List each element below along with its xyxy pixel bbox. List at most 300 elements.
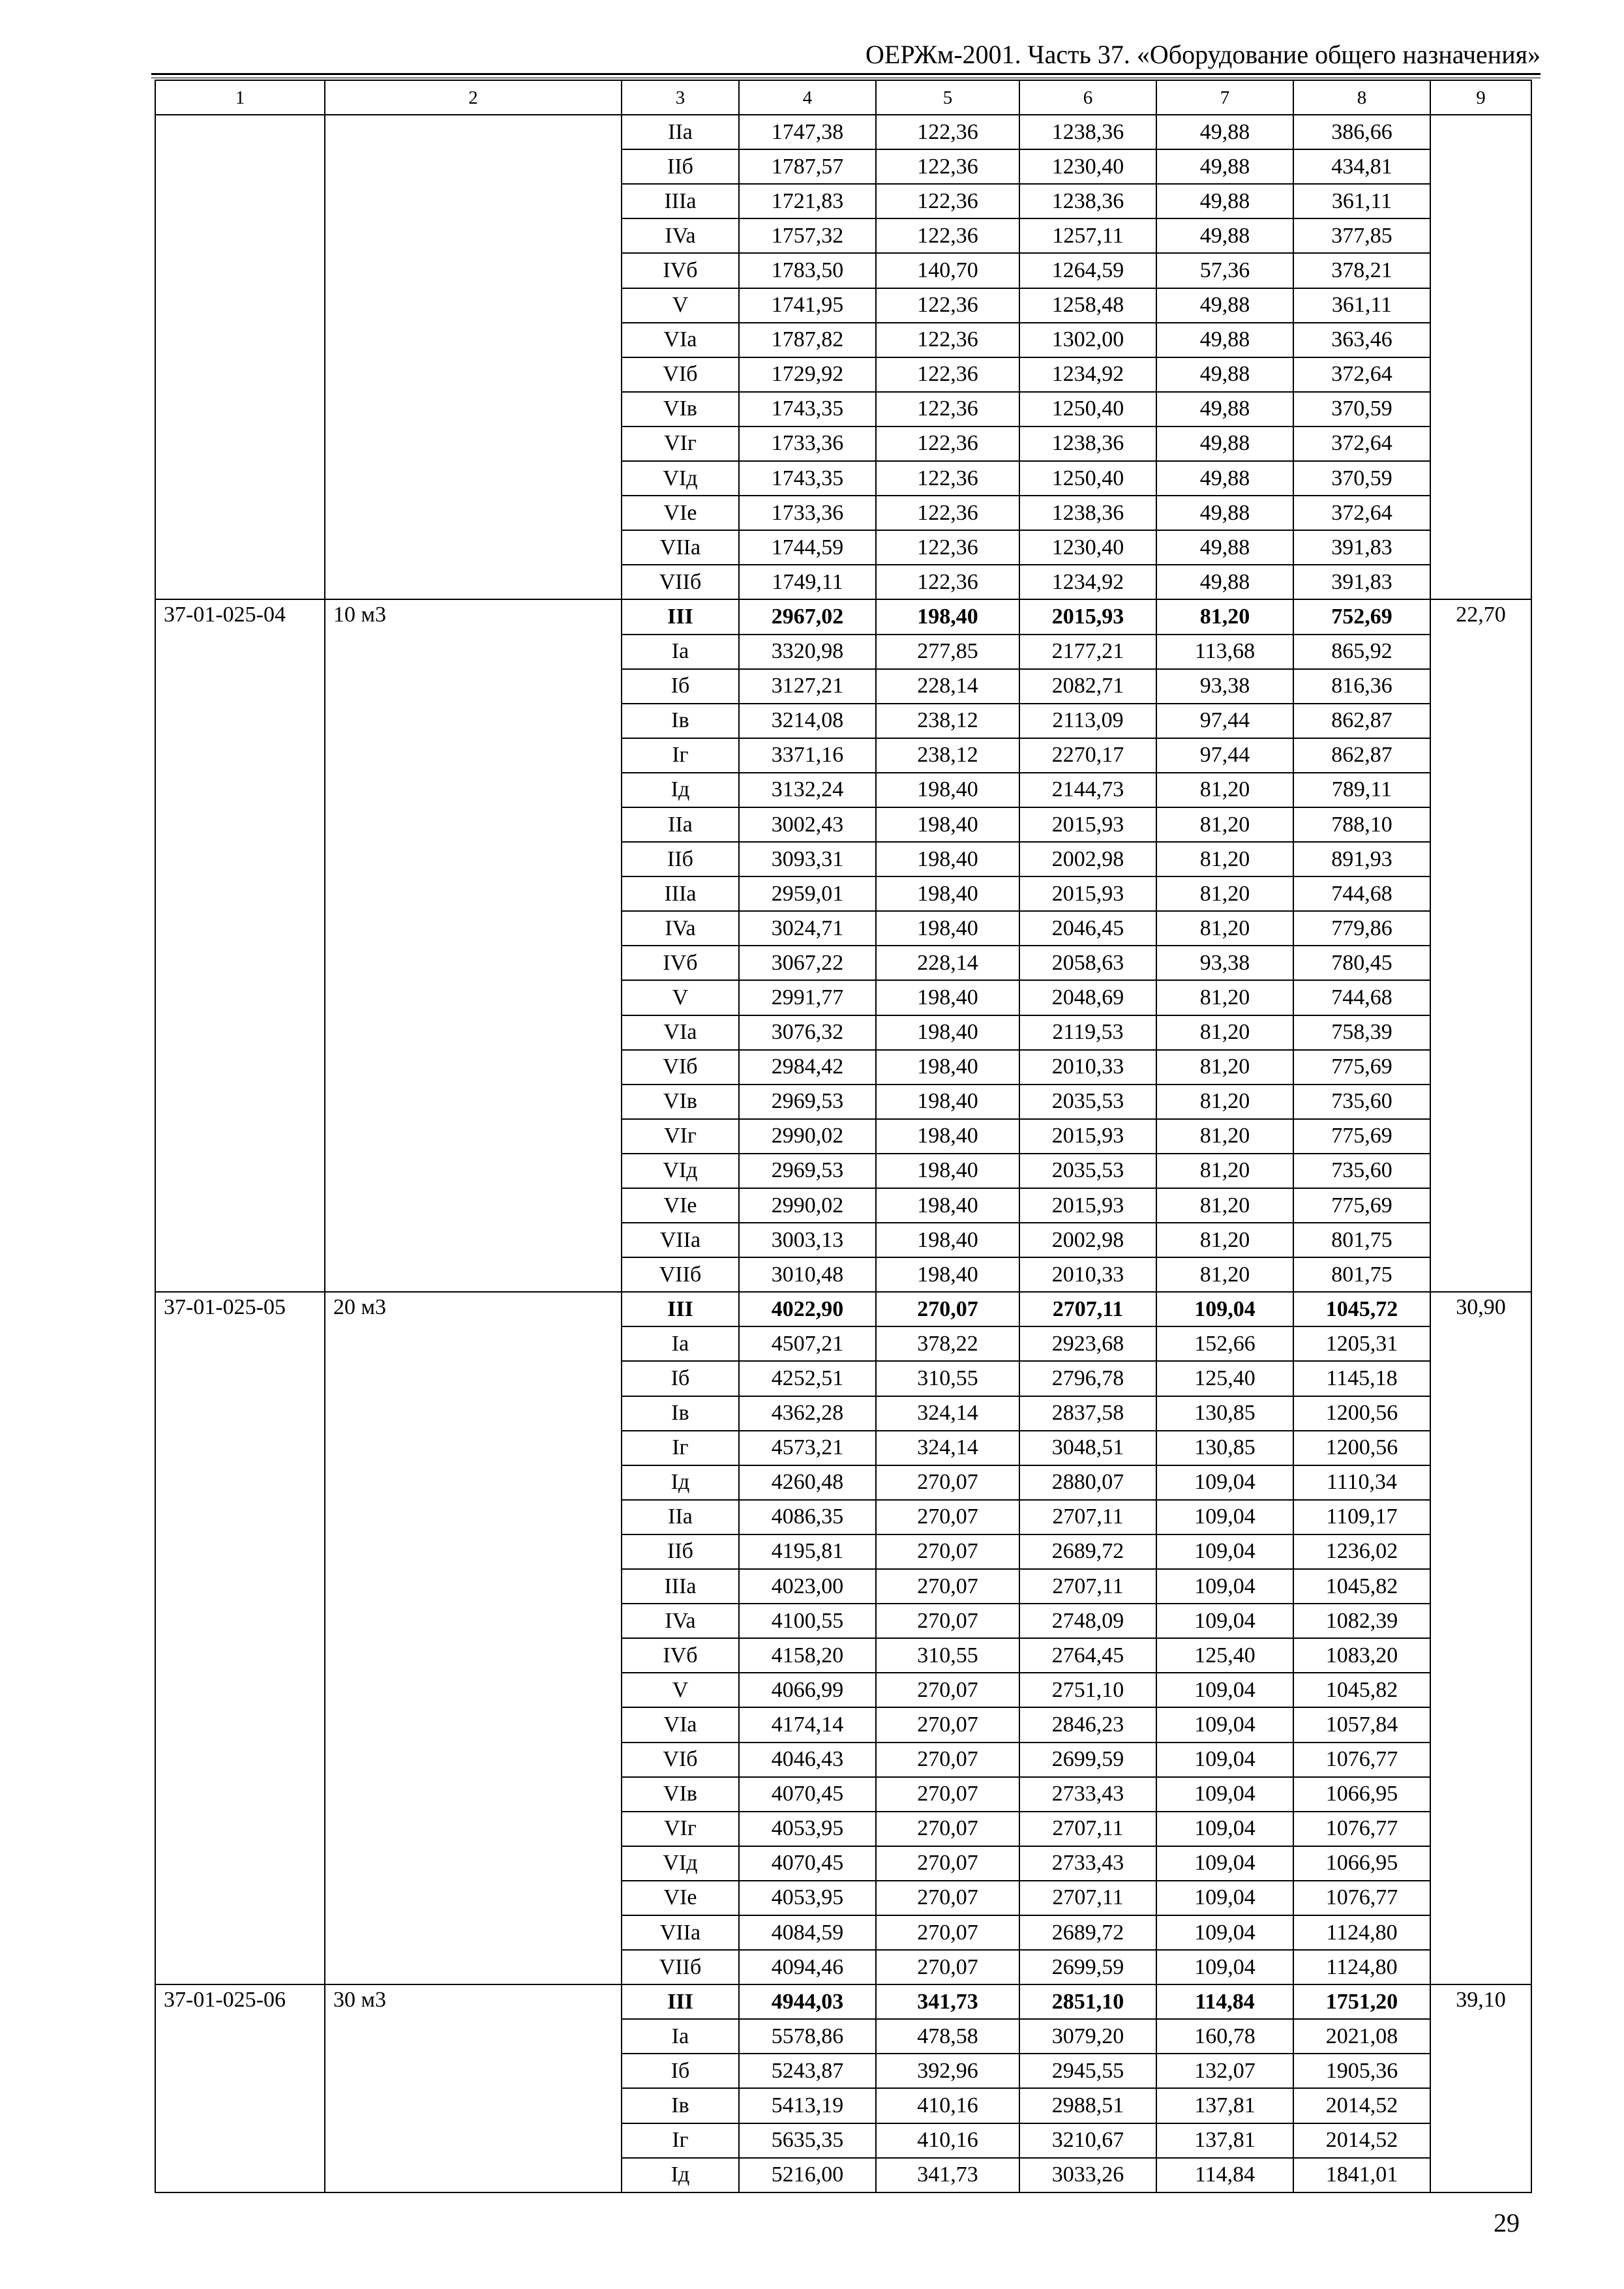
zone-cell: VIIб	[622, 1257, 739, 1292]
value-cell: 2991,77	[739, 980, 876, 1015]
value-cell: 4070,45	[739, 1777, 876, 1812]
value-cell: 2015,93	[1019, 1119, 1156, 1154]
value-cell: 2707,11	[1019, 1812, 1156, 1846]
value-cell: 1743,35	[739, 461, 876, 496]
value-cell: 1264,59	[1019, 253, 1156, 288]
value-cell: 140,70	[876, 253, 1019, 288]
col9-cell	[1430, 115, 1531, 599]
value-cell: 228,14	[876, 946, 1019, 980]
rates-table-body	[155, 80, 1531, 2192]
value-cell: 109,04	[1156, 1465, 1293, 1500]
value-cell: 2015,93	[1019, 599, 1156, 634]
value-cell: 270,07	[876, 1777, 1019, 1812]
value-cell: 109,04	[1156, 1604, 1293, 1638]
value-cell: 4023,00	[739, 1569, 876, 1604]
value-cell: 152,66	[1156, 1326, 1293, 1361]
value-cell: 1045,72	[1293, 1292, 1430, 1326]
value-cell: 160,78	[1156, 2019, 1293, 2054]
value-cell: 81,20	[1156, 1154, 1293, 1188]
column-number: 5	[876, 80, 1019, 115]
value-cell: 2002,98	[1019, 1223, 1156, 1257]
value-cell: 1124,80	[1293, 1950, 1430, 1984]
zone-cell: III	[622, 599, 739, 634]
value-cell: 1783,50	[739, 253, 876, 288]
value-cell: 4086,35	[739, 1500, 876, 1534]
value-cell: 1302,00	[1019, 323, 1156, 357]
value-cell: 2796,78	[1019, 1361, 1156, 1396]
value-cell: 81,20	[1156, 807, 1293, 842]
value-cell: 1076,77	[1293, 1812, 1430, 1846]
value-cell: 752,69	[1293, 599, 1430, 634]
value-cell: 130,85	[1156, 1431, 1293, 1465]
value-cell: 122,36	[876, 357, 1019, 392]
value-cell: 3320,98	[739, 635, 876, 669]
value-cell: 49,88	[1156, 115, 1293, 149]
value-cell: 122,36	[876, 184, 1019, 218]
value-cell: 109,04	[1156, 1569, 1293, 1604]
value-cell: 125,40	[1156, 1638, 1293, 1673]
value-cell: 5578,86	[739, 2019, 876, 2054]
value-cell: 370,59	[1293, 461, 1430, 496]
value-cell: 372,64	[1293, 496, 1430, 530]
value-cell: 81,20	[1156, 599, 1293, 634]
zone-cell: VIIб	[622, 565, 739, 599]
zone-cell: Ia	[622, 1326, 739, 1361]
value-cell: 125,40	[1156, 1361, 1293, 1396]
zone-cell: IIб	[622, 842, 739, 876]
value-cell: 4066,99	[739, 1673, 876, 1707]
value-cell: 198,40	[876, 807, 1019, 842]
zone-cell: VIIa	[622, 530, 739, 565]
zone-cell: IIIa	[622, 876, 739, 911]
value-cell: 1747,38	[739, 115, 876, 149]
value-cell: 122,36	[876, 530, 1019, 565]
value-cell: 270,07	[876, 1292, 1019, 1326]
column-number: 7	[1156, 80, 1293, 115]
item-code: 37-01-025-04	[155, 599, 325, 1292]
zone-cell: IIIa	[622, 1569, 739, 1604]
value-cell: 198,40	[876, 842, 1019, 876]
value-cell: 81,20	[1156, 1119, 1293, 1154]
value-cell: 228,14	[876, 669, 1019, 704]
zone-cell: VIд	[622, 1846, 739, 1881]
value-cell: 2990,02	[739, 1188, 876, 1223]
value-cell: 478,58	[876, 2019, 1019, 2054]
value-cell: 5216,00	[739, 2158, 876, 2192]
value-cell: 49,88	[1156, 530, 1293, 565]
item-name: 10 м3	[325, 599, 622, 1292]
value-cell: 775,69	[1293, 1188, 1430, 1223]
value-cell: 370,59	[1293, 392, 1430, 426]
value-cell: 1743,35	[739, 392, 876, 426]
value-cell: 1145,18	[1293, 1361, 1430, 1396]
value-cell: 3076,32	[739, 1015, 876, 1050]
value-cell: 2015,93	[1019, 876, 1156, 911]
value-cell: 122,36	[876, 426, 1019, 461]
value-cell: 1744,59	[739, 530, 876, 565]
value-cell: 1234,92	[1019, 565, 1156, 599]
zone-cell: VIг	[622, 1119, 739, 1154]
value-cell: 270,07	[876, 1846, 1019, 1881]
value-cell: 4094,46	[739, 1950, 876, 1984]
value-cell: 2082,71	[1019, 669, 1156, 704]
zone-cell: VIд	[622, 1154, 739, 1188]
page-header-title: ОЕРЖм-2001. Часть 37. «Оборудование общего назначения»	[865, 40, 1541, 69]
zone-cell: IVб	[622, 1638, 739, 1673]
value-cell: 1045,82	[1293, 1569, 1430, 1604]
value-cell: 109,04	[1156, 1881, 1293, 1915]
value-cell: 198,40	[876, 1015, 1019, 1050]
value-cell: 2959,01	[739, 876, 876, 911]
column-number: 8	[1293, 80, 1430, 115]
value-cell: 4260,48	[739, 1465, 876, 1500]
value-cell: 3093,31	[739, 842, 876, 876]
zone-cell: VIe	[622, 1881, 739, 1915]
value-cell: 4573,21	[739, 1431, 876, 1465]
zone-cell: Iв	[622, 1396, 739, 1431]
value-cell: 3003,13	[739, 1223, 876, 1257]
value-cell: 1258,48	[1019, 288, 1156, 323]
value-cell: 49,88	[1156, 461, 1293, 496]
value-cell: 2014,52	[1293, 2088, 1430, 2123]
item-code-cell	[155, 115, 325, 599]
value-cell: 865,92	[1293, 635, 1430, 669]
value-cell: 1076,77	[1293, 1881, 1430, 1915]
value-cell: 2707,11	[1019, 1500, 1156, 1534]
value-cell: 1733,36	[739, 426, 876, 461]
value-cell: 3067,22	[739, 946, 876, 980]
value-cell: 238,12	[876, 704, 1019, 738]
item-col9: 30,90	[1430, 1292, 1531, 1984]
zone-cell: IVб	[622, 946, 739, 980]
value-cell: 1124,80	[1293, 1915, 1430, 1950]
value-cell: 3371,16	[739, 738, 876, 773]
value-cell: 4046,43	[739, 1743, 876, 1777]
item-col9: 39,10	[1430, 1984, 1531, 2192]
value-cell: 130,85	[1156, 1396, 1293, 1431]
value-cell: 93,38	[1156, 669, 1293, 704]
value-cell: 1045,82	[1293, 1673, 1430, 1707]
value-cell: 434,81	[1293, 149, 1430, 184]
value-cell: 363,46	[1293, 323, 1430, 357]
value-cell: 1257,11	[1019, 218, 1156, 253]
value-cell: 3214,08	[739, 704, 876, 738]
value-cell: 324,14	[876, 1431, 1019, 1465]
value-cell: 410,16	[876, 2088, 1019, 2123]
value-cell: 122,36	[876, 392, 1019, 426]
value-cell: 4195,81	[739, 1534, 876, 1569]
value-cell: 2990,02	[739, 1119, 876, 1154]
value-cell: 97,44	[1156, 738, 1293, 773]
value-cell: 1109,17	[1293, 1500, 1430, 1534]
zone-cell: IIб	[622, 149, 739, 184]
value-cell: 2113,09	[1019, 704, 1156, 738]
zone-cell: IIб	[622, 1534, 739, 1569]
value-cell: 109,04	[1156, 1292, 1293, 1326]
zone-cell: IVa	[622, 1604, 739, 1638]
value-cell: 2689,72	[1019, 1534, 1156, 1569]
value-cell: 270,07	[876, 1707, 1019, 1742]
value-cell: 310,55	[876, 1361, 1019, 1396]
value-cell: 1057,84	[1293, 1707, 1430, 1742]
value-cell: 2177,21	[1019, 635, 1156, 669]
header-rule	[151, 73, 1541, 75]
column-number: 1	[155, 80, 325, 115]
value-cell: 270,07	[876, 1950, 1019, 1984]
value-cell: 97,44	[1156, 704, 1293, 738]
value-cell: 2046,45	[1019, 911, 1156, 946]
value-cell: 49,88	[1156, 357, 1293, 392]
value-cell: 361,11	[1293, 288, 1430, 323]
value-cell: 1749,11	[739, 565, 876, 599]
zone-cell: VIIб	[622, 1950, 739, 1984]
value-cell: 1757,32	[739, 218, 876, 253]
value-cell: 4070,45	[739, 1846, 876, 1881]
value-cell: 2984,42	[739, 1050, 876, 1085]
value-cell: 2748,09	[1019, 1604, 1156, 1638]
value-cell: 1250,40	[1019, 461, 1156, 496]
value-cell: 3033,26	[1019, 2158, 1156, 2192]
value-cell: 2733,43	[1019, 1777, 1156, 1812]
value-cell: 122,36	[876, 288, 1019, 323]
value-cell: 2015,93	[1019, 807, 1156, 842]
value-cell: 198,40	[876, 1085, 1019, 1119]
value-cell: 93,38	[1156, 946, 1293, 980]
value-cell: 270,07	[876, 1569, 1019, 1604]
value-cell: 270,07	[876, 1604, 1019, 1638]
value-cell: 270,07	[876, 1915, 1019, 1950]
value-cell: 198,40	[876, 1050, 1019, 1085]
value-cell: 2733,43	[1019, 1846, 1156, 1881]
zone-cell: IIa	[622, 807, 739, 842]
value-cell: 81,20	[1156, 1015, 1293, 1050]
value-cell: 2021,08	[1293, 2019, 1430, 2054]
value-cell: 862,87	[1293, 704, 1430, 738]
value-cell: 2880,07	[1019, 1465, 1156, 1500]
value-cell: 1721,83	[739, 184, 876, 218]
value-cell: 324,14	[876, 1396, 1019, 1431]
value-cell: 377,85	[1293, 218, 1430, 253]
value-cell: 372,64	[1293, 357, 1430, 392]
zone-cell: Iб	[622, 2054, 739, 2088]
zone-cell: V	[622, 980, 739, 1015]
value-cell: 735,60	[1293, 1154, 1430, 1188]
value-cell: 122,36	[876, 565, 1019, 599]
value-cell: 2837,58	[1019, 1396, 1156, 1431]
value-cell: 3210,67	[1019, 2123, 1156, 2158]
value-cell: 270,07	[876, 1465, 1019, 1500]
value-cell: 3048,51	[1019, 1431, 1156, 1465]
zone-cell: VIIa	[622, 1223, 739, 1257]
zone-cell: III	[622, 1292, 739, 1326]
table-row	[155, 1292, 1531, 1326]
value-cell: 198,40	[876, 1119, 1019, 1154]
zone-cell: VIa	[622, 323, 739, 357]
value-cell: 1076,77	[1293, 1743, 1430, 1777]
value-cell: 81,20	[1156, 911, 1293, 946]
value-cell: 2923,68	[1019, 1326, 1156, 1361]
value-cell: 1205,31	[1293, 1326, 1430, 1361]
page-number: 29	[1494, 2208, 1520, 2237]
value-cell: 109,04	[1156, 1500, 1293, 1534]
value-cell: 2707,11	[1019, 1292, 1156, 1326]
zone-cell: IIa	[622, 115, 739, 149]
value-cell: 310,55	[876, 1638, 1019, 1673]
zone-cell: VIд	[622, 461, 739, 496]
value-cell: 3127,21	[739, 669, 876, 704]
value-cell: 341,73	[876, 2158, 1019, 2192]
value-cell: 5243,87	[739, 2054, 876, 2088]
value-cell: 81,20	[1156, 876, 1293, 911]
value-cell: 81,20	[1156, 773, 1293, 807]
value-cell: 132,07	[1156, 2054, 1293, 2088]
value-cell: 1787,82	[739, 323, 876, 357]
value-cell: 1238,36	[1019, 115, 1156, 149]
value-cell: 789,11	[1293, 773, 1430, 807]
value-cell: 114,84	[1156, 2158, 1293, 2192]
value-cell: 1238,36	[1019, 496, 1156, 530]
value-cell: 270,07	[876, 1881, 1019, 1915]
value-cell: 816,36	[1293, 669, 1430, 704]
zone-cell: VIa	[622, 1707, 739, 1742]
value-cell: 378,21	[1293, 253, 1430, 288]
value-cell: 2014,52	[1293, 2123, 1430, 2158]
value-cell: 1066,95	[1293, 1777, 1430, 1812]
zone-cell: V	[622, 288, 739, 323]
item-col9: 22,70	[1430, 599, 1531, 1292]
value-cell: 270,07	[876, 1534, 1019, 1569]
value-cell: 198,40	[876, 980, 1019, 1015]
zone-cell: IVб	[622, 253, 739, 288]
value-cell: 198,40	[876, 773, 1019, 807]
zone-cell: VIв	[622, 1777, 739, 1812]
value-cell: 4053,95	[739, 1812, 876, 1846]
value-cell: 2058,63	[1019, 946, 1156, 980]
value-cell: 3132,24	[739, 773, 876, 807]
value-cell: 109,04	[1156, 1915, 1293, 1950]
value-cell: 3002,43	[739, 807, 876, 842]
table-row	[155, 1984, 1531, 2019]
zone-cell: Iд	[622, 2158, 739, 2192]
value-cell: 2988,51	[1019, 2088, 1156, 2123]
value-cell: 198,40	[876, 1188, 1019, 1223]
value-cell: 3079,20	[1019, 2019, 1156, 2054]
value-cell: 270,07	[876, 1673, 1019, 1707]
value-cell: 2015,93	[1019, 1188, 1156, 1223]
value-cell: 2119,53	[1019, 1015, 1156, 1050]
value-cell: 81,20	[1156, 842, 1293, 876]
value-cell: 49,88	[1156, 323, 1293, 357]
value-cell: 2707,11	[1019, 1569, 1156, 1604]
column-number: 9	[1430, 80, 1531, 115]
value-cell: 780,45	[1293, 946, 1430, 980]
rates-table	[155, 80, 1532, 2193]
value-cell: 81,20	[1156, 1050, 1293, 1085]
item-code: 37-01-025-05	[155, 1292, 325, 1984]
value-cell: 49,88	[1156, 392, 1293, 426]
zone-cell: IIIa	[622, 184, 739, 218]
zone-cell: Iг	[622, 1431, 739, 1465]
value-cell: 198,40	[876, 599, 1019, 634]
zone-cell: VIг	[622, 426, 739, 461]
value-cell: 2707,11	[1019, 1881, 1156, 1915]
value-cell: 1200,56	[1293, 1396, 1430, 1431]
value-cell: 1110,34	[1293, 1465, 1430, 1500]
value-cell: 2851,10	[1019, 1984, 1156, 2019]
value-cell: 2035,53	[1019, 1085, 1156, 1119]
value-cell: 4252,51	[739, 1361, 876, 1396]
value-cell: 2010,33	[1019, 1257, 1156, 1292]
value-cell: 4362,28	[739, 1396, 876, 1431]
zone-cell: VIa	[622, 1015, 739, 1050]
item-name: 30 м3	[325, 1984, 622, 2192]
zone-cell: Iв	[622, 704, 739, 738]
value-cell: 49,88	[1156, 218, 1293, 253]
value-cell: 801,75	[1293, 1223, 1430, 1257]
value-cell: 2689,72	[1019, 1915, 1156, 1950]
zone-cell: Ia	[622, 635, 739, 669]
zone-cell: VIб	[622, 357, 739, 392]
value-cell: 2699,59	[1019, 1743, 1156, 1777]
value-cell: 1082,39	[1293, 1604, 1430, 1638]
value-cell: 5413,19	[739, 2088, 876, 2123]
value-cell: 198,40	[876, 1223, 1019, 1257]
value-cell: 4084,59	[739, 1915, 876, 1950]
value-cell: 2035,53	[1019, 1154, 1156, 1188]
value-cell: 1250,40	[1019, 392, 1156, 426]
value-cell: 372,64	[1293, 426, 1430, 461]
value-cell: 1905,36	[1293, 2054, 1430, 2088]
value-cell: 341,73	[876, 1984, 1019, 2019]
value-cell: 4100,55	[739, 1604, 876, 1638]
value-cell: 198,40	[876, 1257, 1019, 1292]
zone-cell: Iв	[622, 2088, 739, 2123]
value-cell: 109,04	[1156, 1812, 1293, 1846]
value-cell: 1200,56	[1293, 1431, 1430, 1465]
value-cell: 4174,14	[739, 1707, 876, 1742]
value-cell: 3024,71	[739, 911, 876, 946]
zone-cell: III	[622, 1984, 739, 2019]
zone-cell: VIв	[622, 1085, 739, 1119]
table-row	[155, 115, 1531, 149]
zone-cell: V	[622, 1673, 739, 1707]
value-cell: 4053,95	[739, 1881, 876, 1915]
value-cell: 122,36	[876, 218, 1019, 253]
value-cell: 1841,01	[1293, 2158, 1430, 2192]
value-cell: 4158,20	[739, 1638, 876, 1673]
value-cell: 2969,53	[739, 1085, 876, 1119]
value-cell: 1733,36	[739, 496, 876, 530]
value-cell: 2969,53	[739, 1154, 876, 1188]
value-cell: 744,68	[1293, 980, 1430, 1015]
value-cell: 391,83	[1293, 530, 1430, 565]
column-number: 4	[739, 80, 876, 115]
value-cell: 4022,90	[739, 1292, 876, 1326]
zone-cell: IVa	[622, 911, 739, 946]
value-cell: 2764,45	[1019, 1638, 1156, 1673]
value-cell: 386,66	[1293, 115, 1430, 149]
value-cell: 1234,92	[1019, 357, 1156, 392]
value-cell: 270,07	[876, 1500, 1019, 1534]
value-cell: 4507,21	[739, 1326, 876, 1361]
zone-cell: VIб	[622, 1743, 739, 1777]
value-cell: 1729,92	[739, 357, 876, 392]
value-cell: 81,20	[1156, 1223, 1293, 1257]
value-cell: 1741,95	[739, 288, 876, 323]
value-cell: 1066,95	[1293, 1846, 1430, 1881]
value-cell: 57,36	[1156, 253, 1293, 288]
value-cell: 801,75	[1293, 1257, 1430, 1292]
